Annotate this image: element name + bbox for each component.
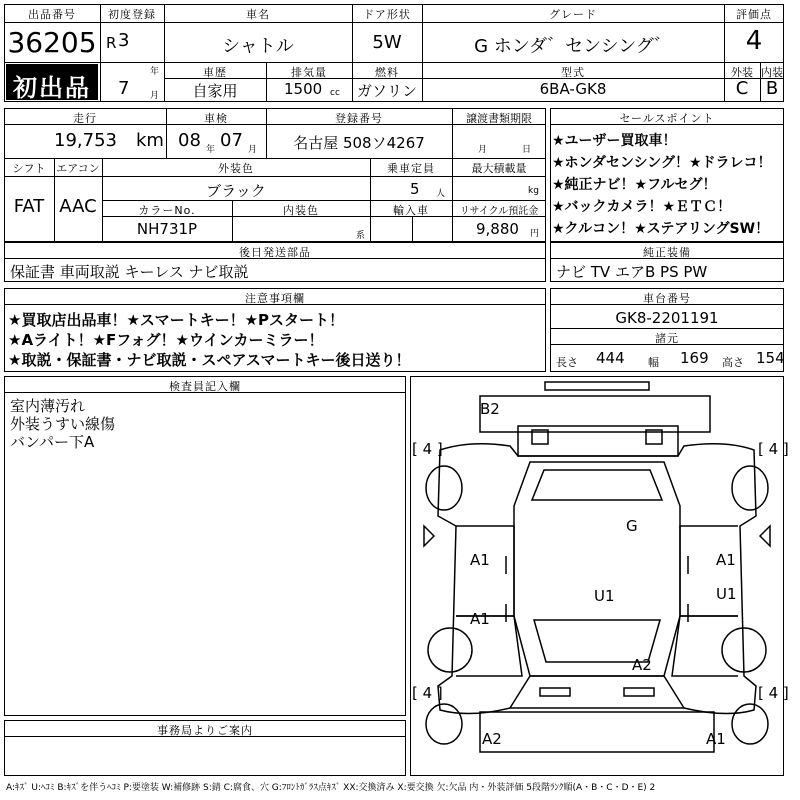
spare-wheel-left [426, 704, 462, 744]
capacity-label: 乗車定員 [387, 162, 435, 175]
ac: AAC [59, 196, 97, 217]
transfer-deadline-label: 譲渡書類期限 [466, 112, 532, 125]
height: 154 [756, 349, 785, 367]
length-label: 長さ [556, 356, 578, 369]
divider [100, 22, 784, 23]
later-parts-text: 保証書 車両取説 キーレス ナビ取説 [10, 263, 249, 281]
history: 自家用 [192, 82, 238, 100]
damage-windshield: G [626, 517, 638, 535]
selling-point-line: ★ホンダセンシング！★ドラレコ！ [552, 155, 772, 171]
damage-right-front-door: U1 [716, 585, 737, 603]
model-type: 6BA-GK8 [539, 80, 607, 98]
width-label: 幅 [648, 356, 659, 369]
damage-legend: A:ｷｽﾞ U:ﾍｺﾐ B:ｷｽﾞを伴うﾍｺﾐ P:要塗装 W:補修跡 S:錆 C:腐食、穴 G:ﾌﾛﾝﾄｶﾞﾗｽ点ｷｽﾞ XX:交換済み X:要交換 欠:欠品 内・外装評価 5段階ﾗﾝｸ順(A・B・C・D・E) 2 [6, 783, 656, 793]
mirror-left [424, 526, 434, 546]
mileage-unit: km [136, 130, 164, 151]
tire-tread-rear-left: [ 4 ] [412, 440, 443, 458]
interior-color-unit: 系 [356, 231, 366, 241]
car-diagram [410, 376, 784, 776]
inspector-line: 室内薄汚れ [10, 397, 86, 415]
selling-points-label: セールスポイント [619, 112, 715, 125]
divider [102, 176, 546, 177]
displacement: 1500 [284, 80, 323, 98]
registration-era: R [106, 34, 117, 52]
divider [4, 22, 100, 23]
recycle-deposit-label: リサイクル預託金 [459, 206, 539, 217]
headlight-left [540, 688, 570, 696]
divider [550, 328, 784, 329]
ac-label: エアコン [56, 162, 100, 175]
inspection-month-unit: 月 [248, 145, 258, 155]
color-number: NH731P [136, 220, 198, 238]
divider [4, 158, 546, 159]
score: 4 [745, 26, 763, 56]
right-front-door [672, 616, 738, 676]
recycle-deposit: 9,880 [476, 220, 519, 238]
office-label: 事務局よりご案内 [157, 724, 253, 737]
inspector-line: 外装うすい線傷 [10, 415, 116, 433]
wheel-rear-right [732, 466, 768, 510]
tire-tread-front-right: [ 4 ] [758, 684, 789, 702]
capacity: 5 [410, 180, 420, 198]
transfer-day-unit: 日 [522, 145, 532, 155]
plate-number: 名古屋 508ソ4267 [293, 134, 425, 152]
car-body [438, 444, 756, 714]
import-label: 輸入車 [393, 204, 429, 217]
height-label: 高さ [722, 356, 744, 369]
roof [514, 462, 680, 676]
tire-tread-front-left: [ 4 ] [412, 684, 443, 702]
length: 444 [596, 349, 625, 367]
score-label: 評価点 [736, 8, 772, 21]
front-bumper [480, 712, 714, 752]
rear-bumper-lip [545, 382, 649, 390]
wheel-front-left [428, 628, 472, 672]
first-listing-text: 初出品 [13, 74, 91, 102]
damage-left-rear-door: A1 [470, 551, 490, 569]
interior-color-label: 内装色 [283, 204, 319, 217]
selling-point-line: ★クルコン！★ステアリングSW！ [552, 221, 770, 237]
genuine-equipment-text: ナビ TV エアB PS PW [556, 263, 708, 281]
chassis-number: GK8-2201191 [615, 309, 719, 327]
registration-year-unit: 年 [150, 67, 160, 77]
color-label: 外装色 [218, 162, 254, 175]
interior-grade: B [765, 78, 779, 99]
lot-number: 36205 [7, 26, 97, 59]
spare-wheel-right [732, 704, 768, 744]
interior-grade-label: 内装 [761, 66, 783, 79]
notes-label: 注意事項欄 [245, 292, 305, 305]
inspection-year: 08 [178, 130, 201, 151]
fuel: ガソリン [356, 82, 417, 100]
tire-tread-rear-right: [ 4 ] [758, 440, 789, 458]
max-load-unit: kg [528, 186, 539, 196]
note-line: ★取説・保証書・ナビ取説・スペアスマートキー後日送り！ [8, 351, 411, 369]
rear-window [532, 470, 662, 500]
mirror-right [760, 526, 770, 546]
damage-front-bumper-left: A2 [482, 730, 502, 748]
door-label: ドア形状 [363, 8, 411, 21]
exterior-grade-label: 外装 [731, 66, 753, 79]
model-name-label: 車名 [246, 8, 270, 21]
selling-point-line: ★ユーザー買取車！ [552, 133, 677, 149]
headlight-right [624, 688, 654, 696]
inspection-year-unit: 年 [206, 145, 216, 155]
inspector-label: 検査員記入欄 [169, 380, 241, 393]
divider [4, 176, 102, 177]
wheel-rear-left [426, 466, 462, 510]
plate-label: 登録番号 [335, 112, 383, 125]
fuel-label: 燃料 [375, 66, 399, 79]
damage-front-bumper-right: A1 [706, 730, 726, 748]
divider [100, 62, 784, 63]
max-load-label: 最大積載量 [471, 162, 527, 175]
grade: G ホンダ゛センシング゛ [474, 36, 672, 57]
shift: FAT [13, 196, 45, 217]
hood [510, 676, 684, 708]
recycle-deposit-unit: 円 [530, 229, 540, 239]
inspection-month: 07 [220, 130, 243, 151]
type-label: 型式 [561, 66, 585, 79]
genuine-equipment-label: 純正装備 [643, 246, 691, 259]
divider [4, 62, 100, 63]
selling-point-line: ★純正ナビ！★フルセグ！ [552, 177, 717, 193]
note-line: ★買取店出品車！★スマートキー！★Pスタート！ [8, 311, 345, 329]
selling-point-line: ★バックカメラ！★ＥＴＣ！ [552, 199, 732, 215]
exterior-grade: C [735, 78, 749, 99]
inspection-label: 車検 [204, 112, 228, 125]
history-label: 車歴 [203, 66, 227, 79]
chassis-number-label: 車台番号 [643, 292, 691, 305]
damage-left-front-door: A1 [470, 610, 490, 628]
inspector-line: バンパー下A [10, 433, 95, 451]
damage-right-rear-door: A1 [716, 551, 736, 569]
mileage-label: 走行 [73, 112, 97, 125]
registration-year: 3 [118, 30, 130, 51]
damage-hood: A2 [632, 656, 652, 674]
registration-month: 7 [118, 78, 130, 99]
shift-label: シフト [12, 162, 46, 175]
damage-rear-bumper: B2 [480, 400, 500, 418]
divider [412, 216, 413, 242]
color-number-label: カラーNo. [138, 204, 196, 217]
note-line: ★Aライト！★Fフォグ！★ウインカーミラー！ [8, 331, 324, 349]
later-parts-label: 後日発送部品 [239, 246, 311, 259]
first-registration-label: 初度登録 [108, 8, 156, 21]
specs-label: 諸元 [655, 332, 679, 345]
displacement-unit: cc [330, 88, 340, 98]
grade-label: グレード [549, 8, 597, 21]
width: 169 [680, 349, 709, 367]
damage-roof: U1 [594, 587, 615, 605]
lot-number-label: 出品番号 [28, 8, 76, 21]
exterior-color: ブラック [206, 182, 266, 200]
model-name: シャトル [222, 36, 294, 57]
displacement-label: 排気量 [291, 66, 327, 79]
door-type: 5W [372, 32, 402, 53]
registration-month-unit: 月 [150, 91, 160, 101]
transfer-month-unit: 月 [478, 145, 488, 155]
capacity-unit: 人 [436, 189, 446, 199]
mileage: 19,753 [54, 130, 117, 151]
